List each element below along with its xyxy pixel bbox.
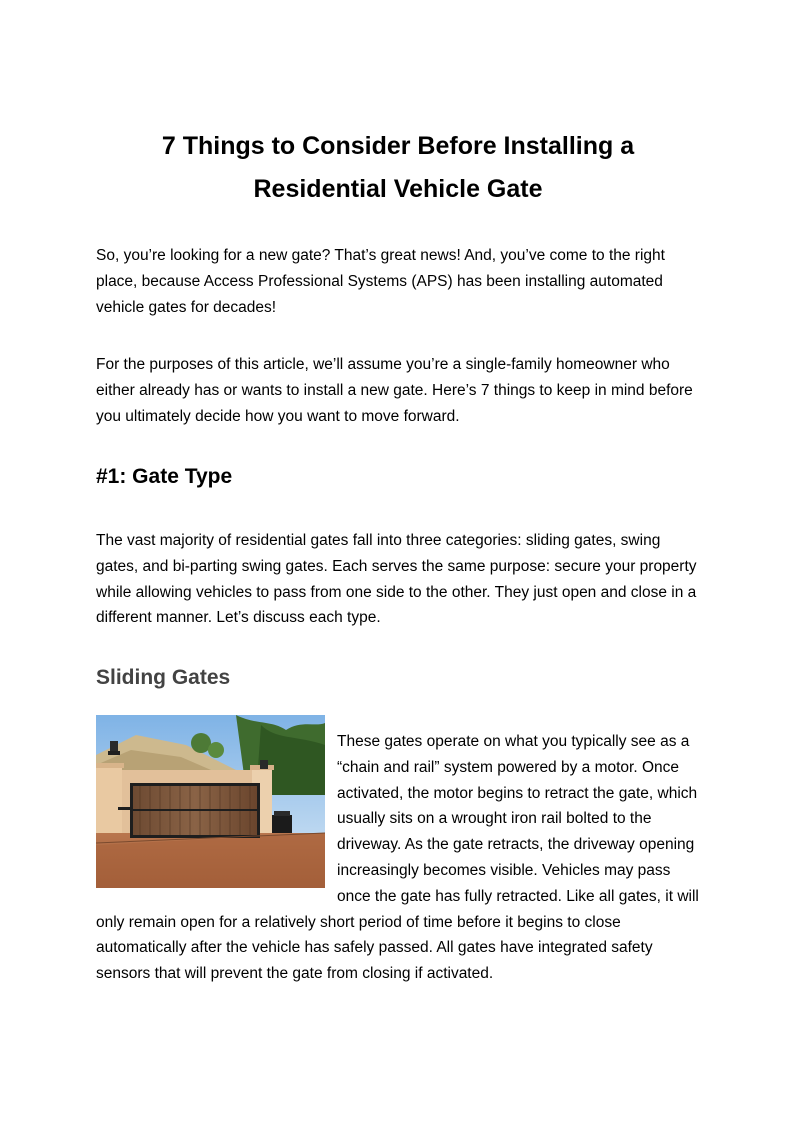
section-1-paragraph: The vast majority of residential gates fall into three categories: sliding gates, swing gates, and bi-parting swing gates. Each serves the same purpose: secure your property while allowing vehicles to pass from one side to the other. They just open and close in a different manner. Let’s discuss each type.	[96, 532, 697, 627]
intro-paragraph-2: For the purposes of this article, we’ll assume you’re a single-family homeowner who either already has or wants to install a new gate. Here’s 7 things to keep in mind before you ultimately decide how you want to move forward.	[96, 356, 693, 425]
sliding-gates-paragraph: These gates operate on what you typically see as a “chain and rail” system powered by a motor. Once activated, the motor begins to retract the gate, which usually sits on a wrought iron rail bolted to the driveway. As the gate retracts, the driveway opening increasingly becomes visible. Vehicles may pass once the gate has fully retracted. Like all gates, it will only remain open for a relatively short period of time before it begins to close automatically after the vehicle has safely passed. All gates have integrated safety sensors that will prevent the gate from closing if activated.	[96, 733, 699, 983]
sliding-gates-block	[96, 729, 700, 987]
page-title: 7 Things to Consider Before Installing a Residential Vehicle Gate	[161, 132, 635, 203]
intro-paragraph-1: So, you’re looking for a new gate? That’s great news! And, you’ve come to the right place, because Access Professional Systems (APS) has been installing automated vehicle gates for decades!	[96, 247, 665, 316]
sliding-gate-photo	[96, 715, 325, 888]
section-heading-gate-type: #1: Gate Type	[96, 465, 233, 488]
subheading-sliding-gates: Sliding Gates	[96, 666, 231, 689]
